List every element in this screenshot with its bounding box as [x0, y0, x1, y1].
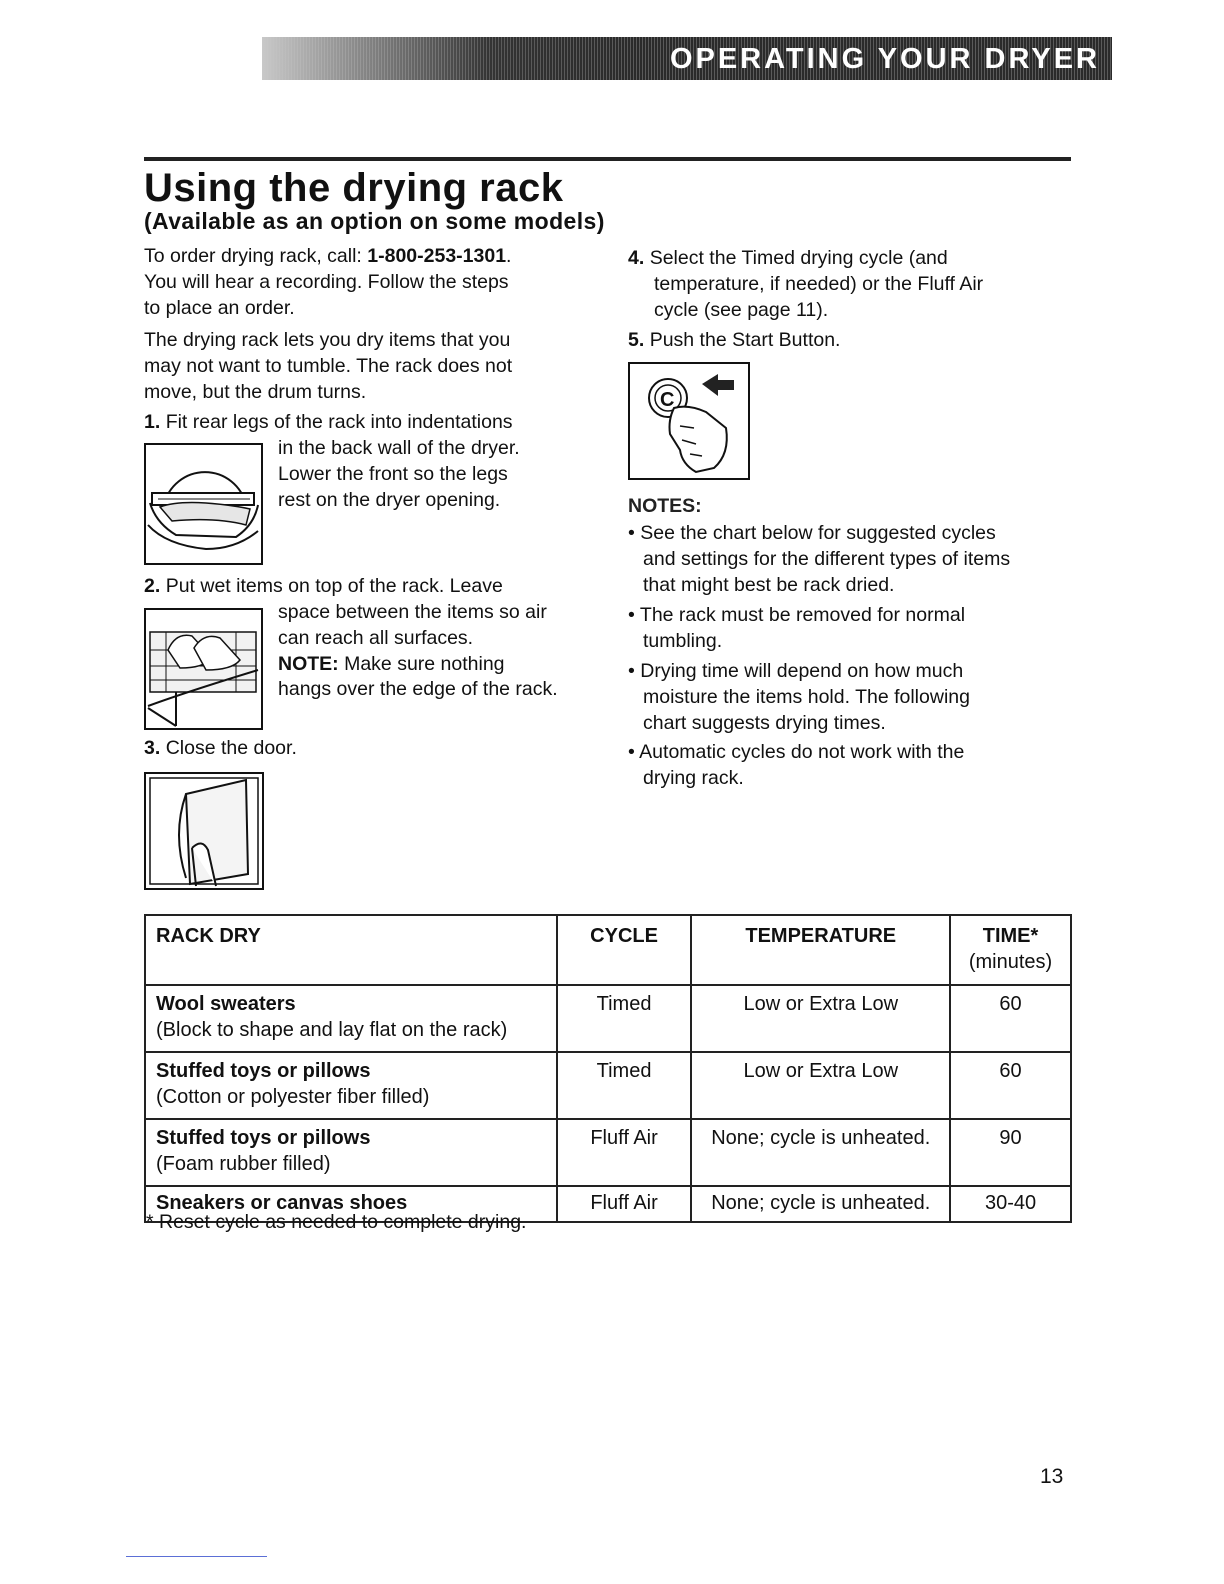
item-name: Wool sweaters: [156, 993, 296, 1015]
note-1: [628, 521, 1010, 598]
table-row: [145, 985, 1071, 1052]
table-header-row: [145, 915, 1071, 985]
rack-dry-table: [144, 914, 1072, 1223]
temperature-cell: None; cycle is unheated.: [691, 1119, 950, 1186]
order-phone: 1-800-253-1301: [367, 245, 507, 267]
temperature-cell: Low or Extra Low: [691, 985, 950, 1052]
note-text: tumbling.: [643, 629, 723, 652]
step-4: [628, 246, 983, 323]
step-text: in the back wall of the dryer.: [278, 437, 520, 459]
step-text: Put wet items on top of the rack. Leave: [165, 575, 503, 597]
order-line: You will hear a recording. Follow the steps: [144, 270, 509, 293]
table-row: [145, 1052, 1071, 1119]
step-5: [628, 328, 840, 354]
item-name: Stuffed toys or pillows: [156, 1127, 371, 1149]
header-banner-fade: [262, 37, 642, 80]
description-line: The drying rack lets you dry items that you: [144, 329, 511, 351]
section-title: Using the drying rack: [144, 166, 564, 210]
svg-text:C: C: [660, 389, 675, 411]
item-note: (Foam rubber filled): [156, 1152, 331, 1175]
step-2-continued: [278, 600, 558, 703]
note-text: that might best be rack dried.: [643, 573, 895, 596]
step-text: hangs over the edge of the rack.: [278, 678, 558, 701]
step-text: cycle (see page 11).: [654, 298, 829, 321]
note-text: See the chart below for suggested cycles: [640, 522, 996, 544]
page-number: 13: [1040, 1465, 1064, 1488]
step-number: 4.: [628, 247, 645, 269]
cycle-cell: Timed: [557, 1052, 692, 1119]
order-info: [144, 244, 511, 321]
header-cycle: CYCLE: [557, 915, 692, 985]
item-cell: [145, 1119, 557, 1186]
step-number: 1.: [144, 411, 161, 433]
note-text: Automatic cycles do not work with the: [639, 741, 965, 763]
step-number: 5.: [628, 329, 645, 351]
header-time-label: TIME*: [982, 925, 1039, 947]
step-text: Lower the front so the legs: [278, 462, 508, 485]
shoes-on-rack-illustration: [144, 608, 263, 730]
rack-install-illustration: [144, 443, 263, 565]
header-rack-dry: RACK DRY: [145, 915, 557, 985]
rack-description: [144, 328, 512, 405]
time-cell: 90: [950, 1119, 1071, 1186]
step-text: temperature, if needed) or the Fluff Air: [654, 272, 984, 295]
time-cell: 60: [950, 985, 1071, 1052]
temperature-cell: None; cycle is unheated.: [691, 1186, 950, 1222]
step-text: rest on the dryer opening.: [278, 488, 501, 511]
bullet-icon: •: [628, 741, 635, 763]
order-prefix: To order drying rack, call:: [144, 245, 368, 267]
note-label: NOTE:: [278, 652, 339, 675]
description-line: may not want to tumble. The rack does not: [144, 354, 513, 377]
step-text: space between the items so air: [278, 601, 547, 623]
order-suffix: .: [506, 245, 512, 267]
step-text: Push the Start Button.: [649, 329, 841, 351]
table-footnote: * Reset cycle as needed to complete drying.: [146, 1211, 527, 1233]
note-text: and settings for the different types of items: [643, 547, 1011, 570]
cycle-cell: Fluff Air: [557, 1186, 692, 1222]
header-time-unit: (minutes): [968, 950, 1053, 973]
item-note: (Cotton or polyester fiber filled): [156, 1085, 430, 1108]
step-2: [144, 574, 503, 600]
description-line: move, but the drum turns.: [144, 380, 367, 403]
cycle-cell: Fluff Air: [557, 1119, 692, 1186]
note-text: Make sure nothing: [338, 652, 505, 675]
note-3: [628, 659, 970, 736]
item-name: Stuffed toys or pillows: [156, 1060, 371, 1082]
cycle-cell: Timed: [557, 985, 692, 1052]
section-subtitle: (Available as an option on some models): [144, 208, 605, 234]
note-text: moisture the items hold. The following: [643, 685, 970, 708]
close-door-illustration: [144, 772, 264, 890]
header-banner-text: OPERATING YOUR DRYER: [669, 43, 1100, 75]
note-text: chart suggests drying times.: [643, 711, 886, 734]
section-rule: [144, 157, 1071, 161]
note-2: [628, 603, 965, 655]
table-row: [145, 1119, 1071, 1186]
note-text: Drying time will depend on how much: [640, 660, 964, 682]
note-text: drying rack.: [643, 766, 744, 789]
time-cell: 30-40: [950, 1186, 1071, 1222]
bullet-icon: •: [628, 604, 635, 626]
bullet-icon: •: [628, 522, 635, 544]
header-time: [950, 915, 1071, 985]
step-3: [144, 736, 297, 762]
order-line: to place an order.: [144, 296, 295, 319]
step-text: Select the Timed drying cycle (and: [649, 247, 948, 269]
item-note: (Block to shape and lay flat on the rack): [156, 1018, 508, 1041]
item-cell: [145, 1052, 557, 1119]
time-cell: 60: [950, 1052, 1071, 1119]
step-number: 3.: [144, 737, 161, 759]
step-number: 2.: [144, 575, 161, 597]
step-text: can reach all surfaces.: [278, 626, 474, 649]
note-text: The rack must be removed for normal: [639, 604, 966, 626]
bullet-icon: •: [628, 660, 635, 682]
temperature-cell: Low or Extra Low: [691, 1052, 950, 1119]
note-4: [628, 740, 964, 792]
bottom-divider: [126, 1556, 267, 1557]
step-1: [144, 410, 513, 436]
notes-heading: NOTES:: [628, 495, 702, 517]
start-button-illustration: [628, 362, 750, 480]
step-text: Fit rear legs of the rack into indentations: [165, 411, 513, 433]
item-name: Sneakers or canvas shoes: [156, 1192, 408, 1214]
item-cell: [145, 985, 557, 1052]
step-1-continued: [278, 436, 520, 513]
header-temperature: TEMPERATURE: [691, 915, 950, 985]
step-text: Close the door.: [165, 737, 297, 759]
